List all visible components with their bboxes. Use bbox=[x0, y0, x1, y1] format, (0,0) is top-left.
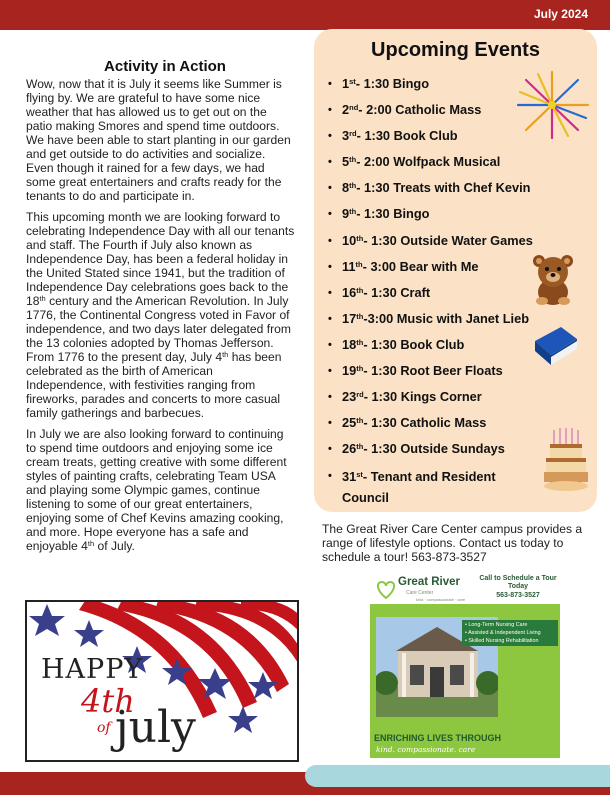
events-title: Upcoming Events bbox=[371, 39, 540, 61]
list-item: • 11th- 3:00 Bear with Me bbox=[328, 258, 479, 274]
service-item: • Skilled Nursing Rehabilitation bbox=[465, 638, 539, 644]
article-title: Activity in Action bbox=[104, 58, 226, 75]
of-text: of bbox=[97, 720, 111, 736]
ad-phone: 563-873-3527 bbox=[496, 592, 540, 599]
happy-text: HAPPY bbox=[41, 654, 144, 685]
happy-4th-of-july-image bbox=[25, 600, 299, 762]
list-item: • 23rd- 1:30 Kings Corner bbox=[328, 389, 482, 405]
service-item: • Assisted & Independent Living bbox=[465, 630, 541, 636]
list-item: • 9th- 1:30 Bingo bbox=[328, 206, 430, 222]
firework-icon bbox=[512, 70, 592, 140]
brand-subtitle: Care Center bbox=[406, 590, 434, 596]
list-item: • 10th- 1:30 Outside Water Games bbox=[328, 232, 533, 248]
list-item: • 3rd- 1:30 Book Club bbox=[328, 128, 458, 144]
schedule-tour-text: The Great River Care Center campus provides a range of lifestyle options. Contact us today to schedule a tour! 563-873-3527 bbox=[322, 522, 583, 564]
footer-accent bbox=[305, 765, 610, 787]
article-paragraph-2: This upcoming month we are looking forward to celebrating Independence Day with all our tenants and staff. The Fourth if July also known as Independence Day, has been a federal holiday in the United Stated since 1941, but the tradition of Independence Day celebrations goes back to the 18th century and the American Revolution. In July 1776, the Continental Congress voted in Favor of independence, and two days later delegated from the 13 colonies adopted by Thomas Jefferson. From 1776 to the present day, July 4th has been celebrated as the birth of American Independence, with festivities ranging from fireworks, parades and concerts to more casual family gatherings and barbecues. bbox=[26, 210, 295, 420]
list-item: • 18th- 1:30 Book Club bbox=[328, 336, 465, 352]
kind-compassionate-care: kind. compassionate. care bbox=[376, 745, 476, 754]
brand-tagline: kind · compassionate · care bbox=[416, 597, 466, 602]
logo-icon bbox=[374, 578, 398, 600]
teddy-bear-icon bbox=[530, 254, 576, 306]
enriching-lives-text: ENRICHING LIVES THROUGH bbox=[374, 733, 502, 743]
issue-date: July 2024 bbox=[533, 7, 588, 21]
header-bar bbox=[0, 0, 610, 30]
list-item: • 8th- 1:30 Treats with Chef Kevin bbox=[328, 180, 531, 196]
fourth-text: 4th bbox=[81, 682, 135, 720]
article-paragraph-3: In July we are also looking forward to continuing to spend time outdoors and enjoying some ice cream treats, getting creative with some different styles of painting crafts, celebrating Team USA and playing some Olympic games, continue listening to some of our great entertainers, enjoying some of Chef Kevins amazing cooking, and more. Hope everyone has a safe and enjoyable 4th of July. bbox=[26, 427, 287, 553]
list-item: • 25th- 1:30 Catholic Mass bbox=[328, 415, 487, 431]
list-item: • 19th- 1:30 Root Beer Floats bbox=[328, 363, 503, 379]
list-item: • 1st- 1:30 Bingo bbox=[328, 76, 430, 91]
great-river-advertisement bbox=[370, 572, 560, 758]
services-list bbox=[462, 620, 558, 646]
list-item: • 26th- 1:30 Outside Sundays bbox=[328, 441, 505, 457]
july-text: july bbox=[115, 702, 196, 753]
brand-name: Great River bbox=[398, 576, 461, 588]
article bbox=[26, 58, 296, 560]
list-item: • 17th-3:00 Music with Janet Lieb bbox=[328, 310, 530, 326]
list-item: • 5th- 2:00 Wolfpack Musical bbox=[328, 154, 501, 170]
list-item: • 2nd- 2:00 Catholic Mass bbox=[328, 102, 482, 118]
service-item: • Long-Term Nursing Care bbox=[465, 622, 528, 628]
list-item: • 16th- 1:30 Craft bbox=[328, 284, 431, 300]
birthday-cake-icon bbox=[542, 426, 588, 492]
call-to-schedule: Call to Schedule a Tour Today bbox=[479, 575, 557, 590]
article-paragraph-1: Wow, now that it is July it seems like Summer is flying by. We are grateful to have some nice weather that has allowed us to get out on the patio making Smores and spend time outdoors. We have been able to start planting in our garden and get outside to do activities and socialize. Even though it rained for a few days, we had some great entertainers and crafts ready for the tenants to do and participate in. bbox=[26, 77, 291, 203]
list-item: • 31st- Tenant and Resident Council bbox=[328, 469, 496, 506]
book-icon bbox=[531, 325, 579, 367]
